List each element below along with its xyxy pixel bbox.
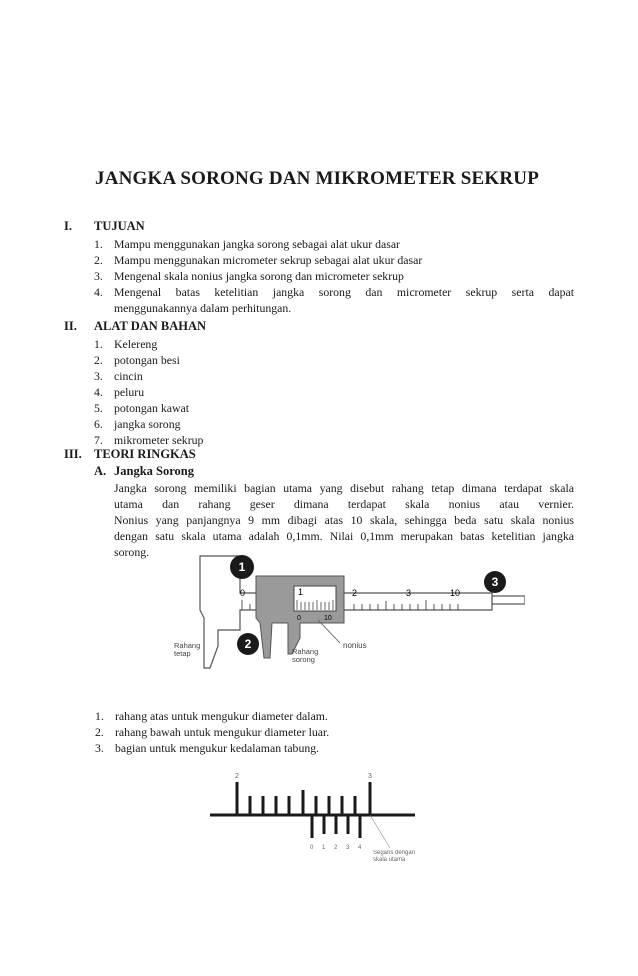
nonius-label: 0: [297, 615, 301, 622]
item-text: rahang bawah untuk mengukur diameter luar.: [115, 725, 330, 739]
item-number: 1.: [94, 237, 103, 251]
scale-label: 3: [406, 588, 412, 598]
section-title: TUJUAN: [94, 219, 145, 233]
top-scale-label: 3: [368, 773, 372, 780]
label-rahang-tetap-wrap: [174, 642, 214, 666]
label-nonius: nonius: [343, 641, 367, 650]
item-text: mikrometer sekrup: [114, 433, 204, 447]
item-text-line: Mengenal batas ketelitian jangka sorong dan micrometer sekrup serta dapat: [114, 285, 574, 299]
page-title: JANGKA SORONG DAN MIKROMETER SEKRUP: [95, 168, 540, 189]
marker-label: 1: [238, 560, 246, 574]
paragraph-line: sorong.: [114, 545, 150, 559]
section-title: ALAT DAN BAHAN: [94, 319, 207, 333]
item-number: 1.: [94, 337, 103, 351]
item-number: 3.: [94, 269, 103, 283]
paragraph-line: Nonius yang panjangnya 9 mm dibagi atas 10 skala, sehingga beda satu skala nonius: [114, 513, 574, 527]
scale-note: Segaris dengan skala utama: [373, 850, 416, 863]
list-item: [94, 352, 574, 368]
item-number: 5.: [94, 401, 103, 415]
item-text: jangka sorong: [114, 417, 181, 431]
section-teori-ringkas: [64, 447, 574, 560]
note-pointer-line: [370, 815, 390, 848]
item-text: bagian untuk mengukur kedalaman tabung.: [115, 741, 320, 755]
list-item: [95, 724, 495, 740]
item-text: [114, 284, 574, 316]
bottom-scale-label: 4: [358, 845, 362, 851]
scale-label: 2: [352, 588, 358, 598]
section-heading: [64, 447, 574, 464]
list-item: [94, 268, 574, 284]
marker-label: 3: [491, 575, 499, 589]
item-text: Mampu menggunakan micrometer sekrup sebagai alat ukur dasar: [114, 253, 423, 267]
alat-list: [94, 336, 574, 448]
item-text: Mampu menggunakan jangka sorong sebagai alat ukur dasar: [114, 237, 400, 251]
nonius-label: 10: [324, 615, 332, 622]
list-item: [94, 368, 574, 384]
item-number: 2.: [95, 725, 104, 739]
bottom-scale-label: 1: [322, 845, 326, 851]
list-item: [94, 384, 574, 400]
figure-legend: [95, 708, 495, 756]
list-item: [95, 708, 495, 724]
item-text-line: menggunakannya dalam perhitungan.: [114, 301, 292, 315]
list-item: [94, 336, 574, 352]
subsection-letter: A.: [94, 464, 107, 478]
scale-label: 1: [298, 587, 304, 597]
note-wrap: [373, 850, 420, 872]
item-text: rahang atas untuk mengukur diameter dalam.: [115, 709, 328, 723]
section-number: II.: [64, 319, 77, 333]
item-number: 7.: [94, 433, 103, 447]
section-alat-bahan: [64, 319, 574, 448]
item-number: 2.: [94, 253, 103, 267]
depth-rod: [492, 596, 525, 604]
list-item: [94, 236, 574, 252]
item-number: 3.: [95, 741, 104, 755]
item-number: 3.: [94, 369, 103, 383]
list-item: [94, 432, 574, 448]
paragraph-line: dengan satu skala utama adalah 0,1mm. Nilai 0,1mm merupakan batas ketelitian jangka: [114, 529, 574, 543]
label-rahang-tetap: Rahang tetap: [174, 642, 201, 658]
item-text: potongan kawat: [114, 401, 190, 415]
item-text: cincin: [114, 369, 143, 383]
label-rahang-sorong: Rahang sorong: [292, 648, 319, 664]
paragraph-line: utama dan rahang geser dimana terdapat skala nonius atau vernier.: [114, 497, 574, 511]
bottom-scale-label: 2: [334, 845, 338, 851]
item-text: Kelereng: [114, 337, 158, 351]
item-number: 2.: [94, 353, 103, 367]
list-item: [94, 284, 574, 316]
nonius-scale-ticks: [312, 815, 360, 838]
item-text: peluru: [114, 385, 145, 399]
item-number: 4.: [94, 285, 103, 299]
label-rahang-sorong-wrap: [292, 648, 332, 672]
scale-label: 0: [240, 588, 246, 598]
marker-label: 2: [244, 637, 252, 651]
section-heading: [64, 219, 574, 236]
tujuan-list: [94, 236, 574, 316]
list-item: [94, 252, 574, 268]
bottom-scale-label: 0: [310, 845, 314, 851]
section-heading: [64, 319, 574, 336]
section-number: III.: [64, 447, 82, 461]
main-scale-ticks: [237, 782, 370, 815]
caliper-figure: [160, 548, 525, 680]
figure-legend-list: [95, 708, 495, 756]
item-number: 4.: [94, 385, 103, 399]
bottom-scale-label: 3: [346, 845, 350, 851]
item-number: 1.: [95, 709, 104, 723]
list-item: [94, 416, 574, 432]
item-number: 6.: [94, 417, 103, 431]
scale-label: 10: [450, 588, 461, 598]
list-item: [94, 400, 574, 416]
section-title: TEORI RINGKAS: [94, 447, 196, 461]
top-scale-label: 2: [235, 773, 239, 780]
subsection-title: Jangka Sorong: [114, 464, 195, 478]
item-text: Mengenal skala nonius jangka sorong dan micrometer sekrup: [114, 269, 404, 283]
paragraph-line: Jangka sorong memiliki bagian utama yang disebut rahang tetap dimana terdapat skala: [114, 481, 574, 495]
section-tujuan: [64, 219, 574, 316]
subsection-heading: [94, 464, 574, 480]
item-text: potongan besi: [114, 353, 180, 367]
scale-reading-figure: [205, 768, 420, 878]
section-number: I.: [64, 219, 72, 233]
list-item: [95, 740, 495, 756]
